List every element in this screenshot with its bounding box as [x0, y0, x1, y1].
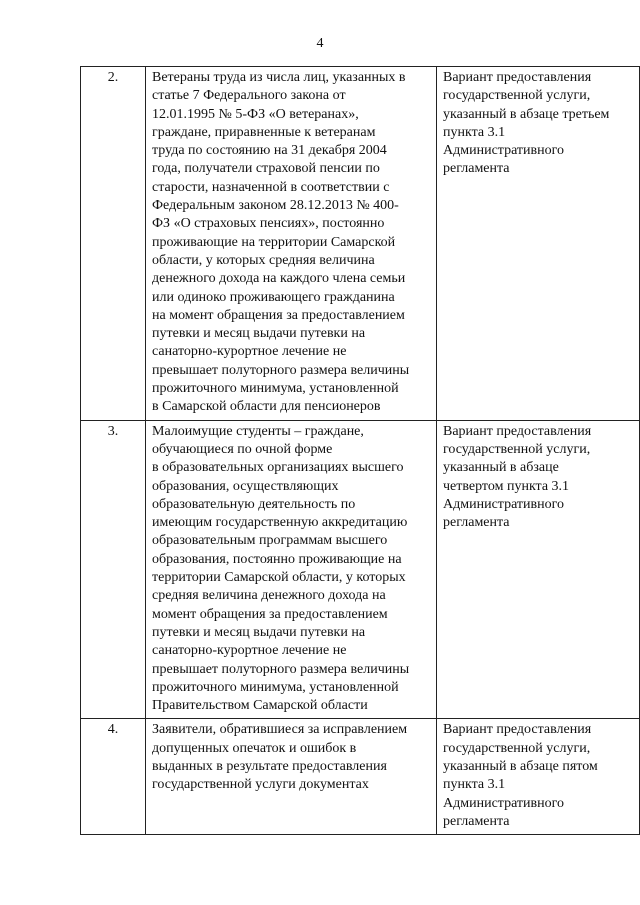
table-row	[81, 719, 640, 835]
text-line: обучающиеся по очной форме	[152, 441, 333, 457]
table-row	[81, 420, 640, 719]
text-line: превышает полуторного размера величины	[152, 661, 410, 677]
text-line: четвертом пункта 3.1	[443, 478, 570, 494]
text-line: Административного	[443, 143, 565, 159]
text-line: Вариант предоставления	[443, 722, 592, 738]
text-line: Вариант предоставления	[443, 70, 592, 85]
row-number-cell: 2.	[81, 67, 146, 421]
text-line: образования, осуществляющих	[152, 478, 339, 494]
text-line: превышает полуторного размера величины	[152, 362, 410, 378]
text-line: старости, назначенной в соответствии с	[152, 179, 390, 195]
text-line: государственной услуги,	[443, 740, 591, 756]
text-line: 12.01.1995 № 5-ФЗ «О ветеранах»,	[152, 106, 359, 122]
text-line: Заявители, обратившиеся за исправлением	[152, 722, 408, 738]
text-line: в Самарской области для пенсионеров	[152, 399, 381, 415]
text-line: пункта 3.1	[443, 777, 506, 793]
text-line: на момент обращения за предоставлением	[152, 307, 405, 323]
text-line: Правительством Самарской области	[152, 698, 368, 714]
text-line: путевки и месяц выдачи путевки на	[152, 326, 366, 342]
text-line: Вариант предоставления	[443, 423, 592, 439]
text-line: указанный в абзаце пятом	[443, 758, 598, 774]
text-line: допущенных опечаток и ошибок в	[152, 740, 357, 756]
text-line: Административного	[443, 795, 565, 811]
text-line: прожиточного минимума, установленной	[152, 381, 399, 397]
text-line: образовательную деятельность по	[152, 496, 356, 512]
text-line: выданных в результате предоставления	[152, 758, 387, 774]
page-number: 4	[316, 36, 324, 51]
row-number-cell: 3.	[81, 420, 146, 719]
document-table	[80, 66, 640, 835]
text-line: области, у которых средняя величина	[152, 252, 375, 268]
text-line: или одиноко проживающего гражданина	[152, 289, 395, 305]
description-cell	[146, 67, 437, 421]
text-line: регламента	[443, 515, 510, 531]
text-line: образовательным программам высшего	[152, 533, 388, 549]
text-line: года, получатели страховой пенсии по	[152, 161, 380, 177]
variant-cell	[437, 719, 640, 835]
text-line: государственной услуги документах	[152, 777, 369, 793]
variant-cell	[437, 67, 640, 421]
text-line: путевки и месяц выдачи путевки на	[152, 624, 366, 640]
text-line: труда по состоянию на 31 декабря 2004	[152, 143, 387, 159]
text-line: Малоимущие студенты – граждане,	[152, 423, 364, 439]
text-line: прожиточного минимума, установленной	[152, 679, 399, 695]
text-line: санаторно-курортное лечение не	[152, 344, 347, 360]
text-line: в образовательных организациях высшего	[152, 460, 404, 476]
text-line: территории Самарской области, у которых	[152, 570, 406, 586]
description-cell	[146, 420, 437, 719]
text-line: Административного	[443, 496, 565, 512]
text-line: санаторно-курортное лечение не	[152, 643, 347, 659]
row-number-cell: 4.	[81, 719, 146, 835]
table-row	[81, 67, 640, 421]
text-line: ФЗ «О страховых пенсиях», постоянно	[152, 216, 385, 232]
text-line: пункта 3.1	[443, 124, 506, 140]
text-line: денежного дохода на каждого члена семьи	[152, 271, 406, 287]
text-line: средняя величина денежного дохода на	[152, 588, 386, 604]
text-line: проживающие на территории Самарской	[152, 234, 396, 250]
text-line: государственной услуги,	[443, 441, 591, 457]
text-line: регламента	[443, 813, 510, 829]
text-line: граждане, приравненные к ветеранам	[152, 124, 376, 140]
text-line: указанный в абзаце третьем	[443, 106, 610, 122]
description-cell	[146, 719, 437, 835]
text-line: Федеральным законом 28.12.2013 № 400-	[152, 198, 399, 214]
text-line: имеющим государственную аккредитацию	[152, 515, 408, 531]
variant-cell	[437, 420, 640, 719]
text-line: Ветераны труда из числа лиц, указанных в	[152, 70, 406, 85]
text-line: статье 7 Федерального закона от	[152, 88, 346, 104]
text-line: момент обращения за предоставлением	[152, 606, 388, 622]
text-line: регламента	[443, 161, 510, 177]
text-line: указанный в абзаце	[443, 460, 559, 476]
text-line: государственной услуги,	[443, 88, 591, 104]
text-line: образования, постоянно проживающие на	[152, 551, 402, 567]
